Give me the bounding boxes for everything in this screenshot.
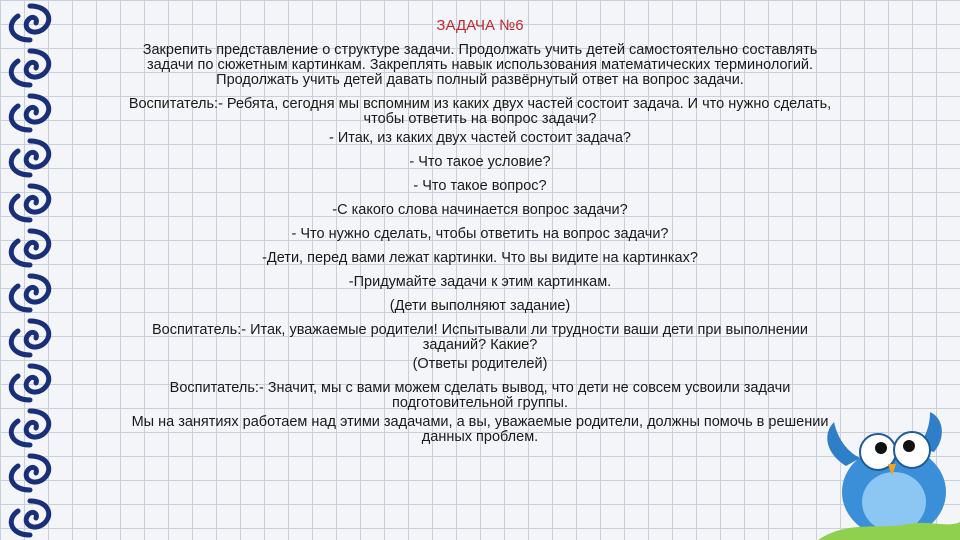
dialogue-line: - Что нужно сделать, чтобы ответить на вопрос задачи?	[291, 226, 669, 242]
dialogue-line: (Дети выполняют задание)	[389, 298, 571, 314]
owl-mascot-image	[818, 392, 960, 540]
dialogue-line: Воспитатель:- Ребята, сегодня мы вспомним из каких двух частей состоит задача. И что нужно сделать, чтобы ответить на вопрос задачи?	[128, 96, 832, 127]
dialogue-line: -Придумайте задачи к этим картинкам.	[348, 274, 612, 290]
slide-title: ЗАДАЧА №6	[436, 17, 524, 34]
dialogue-line: -С какого слова начинается вопрос задачи?	[332, 202, 628, 218]
dialogue-line: Воспитатель:- Значит, мы с вами можем сделать вывод, что дети не совсем усвоили задачи подготовительной группы.	[169, 380, 791, 411]
dialogue-line: -Дети, перед вами лежат картинки. Что вы видите на картинках?	[262, 250, 698, 266]
dialogue-line: (Ответы родителей)	[412, 356, 548, 372]
slide-content	[120, 18, 840, 454]
dialogue-line: - Итак, из каких двух частей состоит задача?	[328, 130, 631, 146]
dialogue-line: - Что такое условие?	[409, 154, 551, 170]
dialogue-line: Воспитатель:- Итак, уважаемые родители! Испытывали ли трудности ваши дети при выполнении заданий? Какие?	[151, 322, 809, 353]
dialogue-line: - Что такое вопрос?	[413, 178, 547, 194]
intro-paragraph: Закрепить представление о структуре задачи. Продолжать учить детей самостоятельно составлять задачи по сюжетным картинкам. Закреплять навык использования математических терминологий. Продолжать учить детей давать полный развёрнутый ответ на вопрос задачи.	[142, 42, 818, 88]
decorative-spiral-border	[0, 0, 60, 540]
dialogue-line: Мы на занятиях работаем над этими задачами, а вы, уважаемые родители, должны помочь в решении данных проблем.	[131, 414, 829, 445]
